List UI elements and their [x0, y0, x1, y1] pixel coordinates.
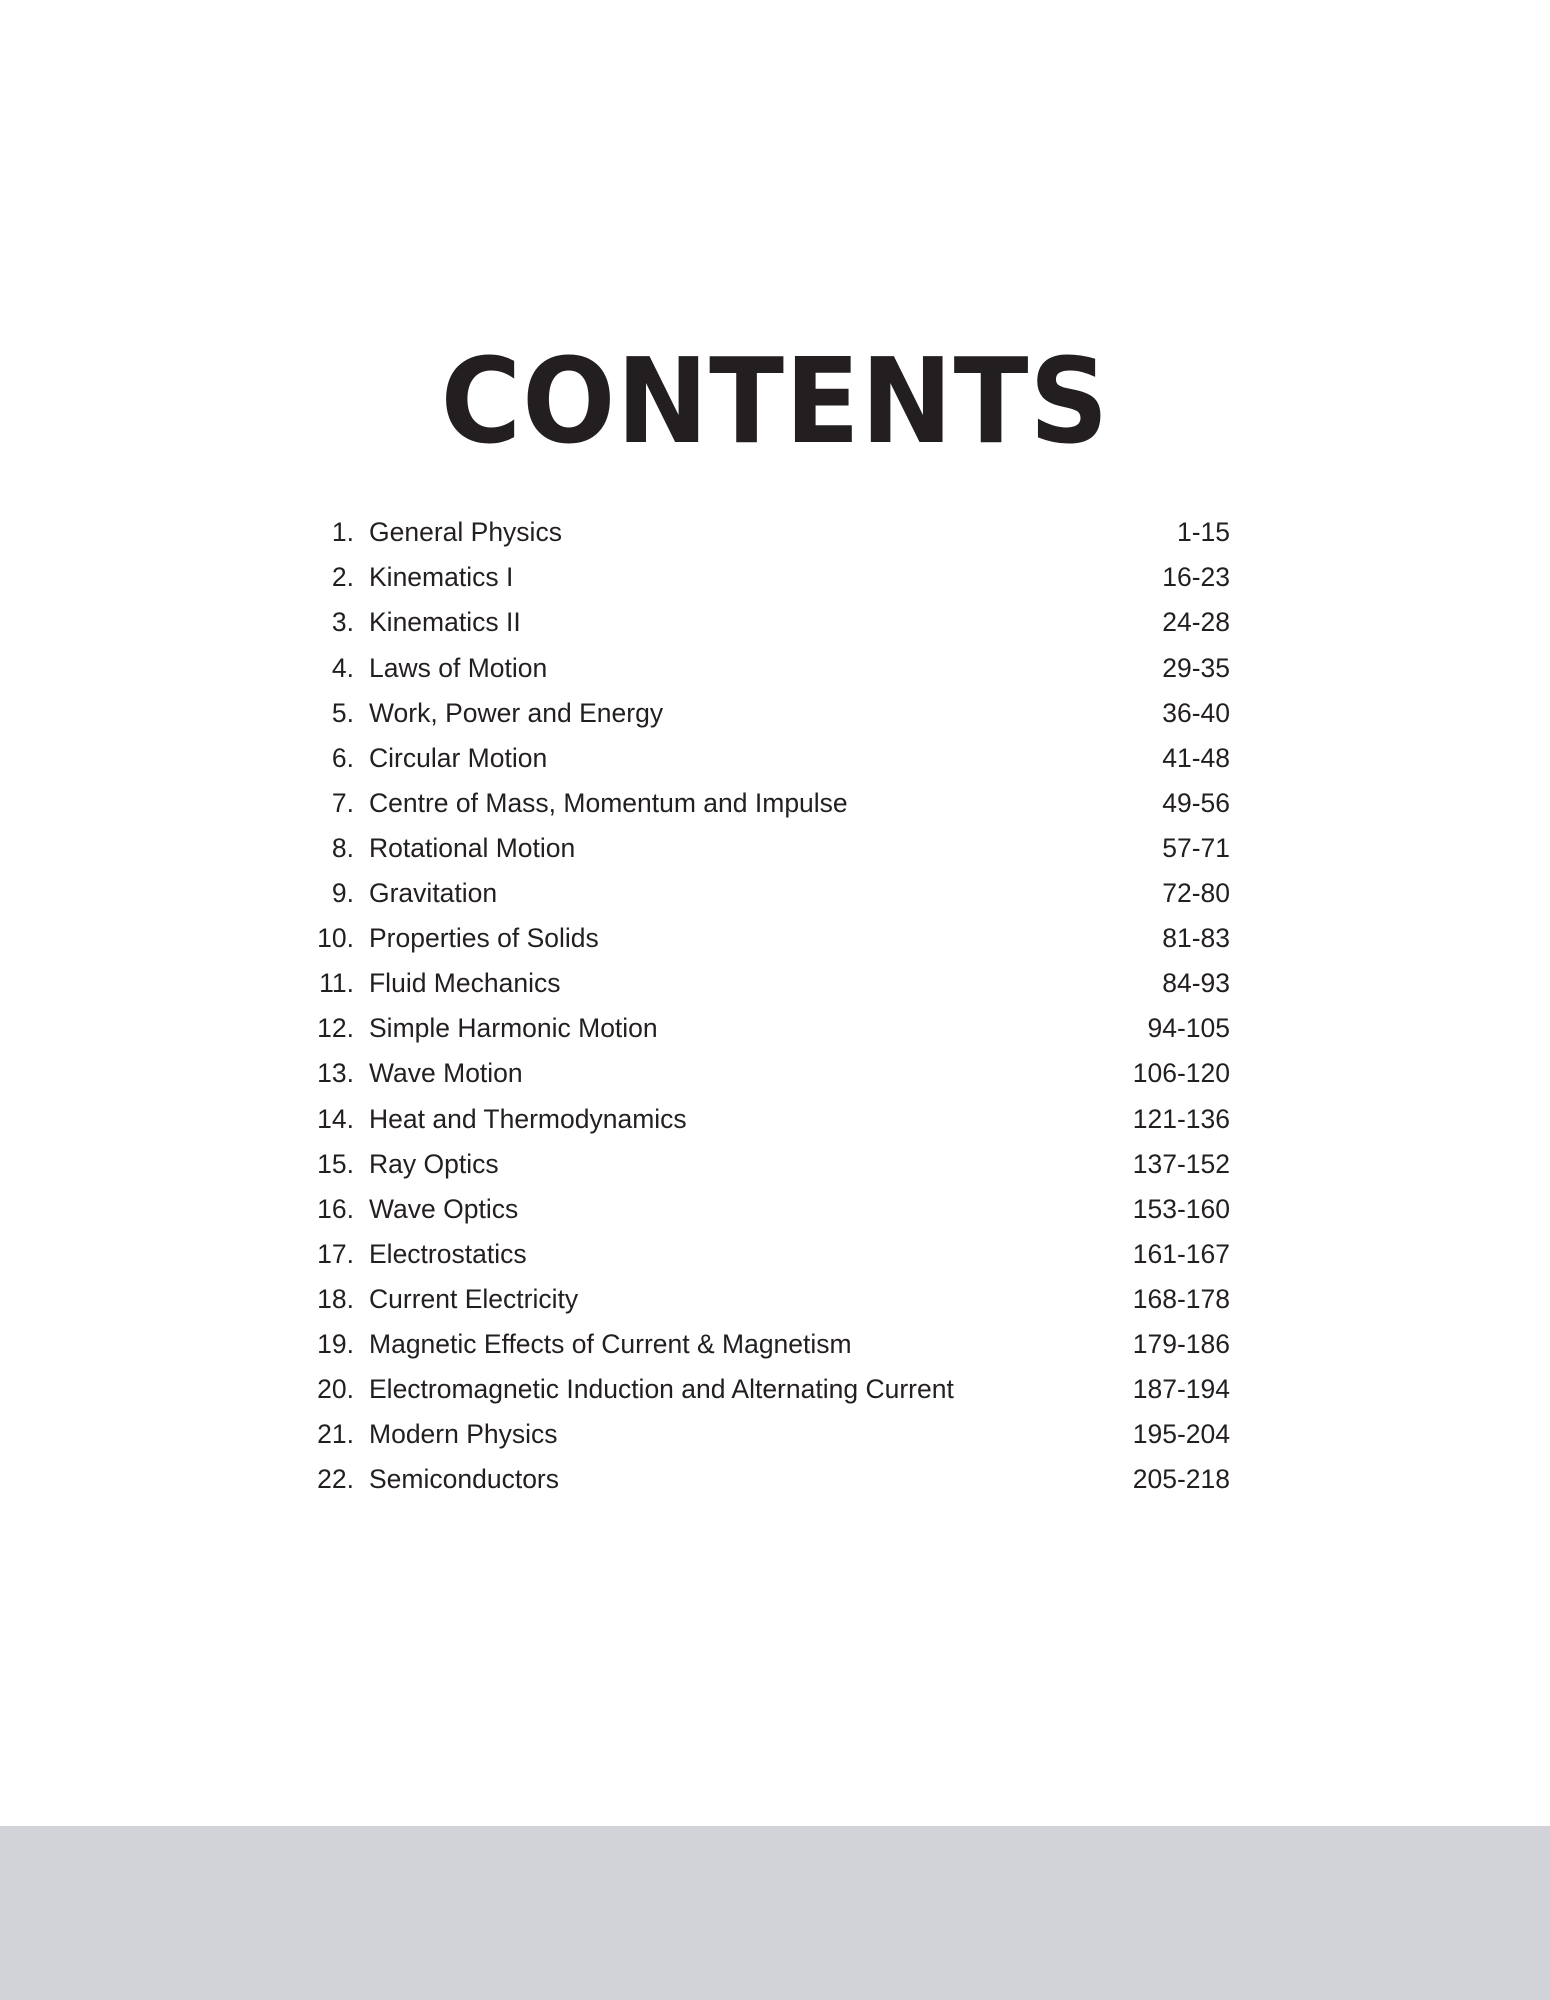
toc-entry-7 [300, 781, 1230, 826]
chapter-number: 15. [317, 1148, 354, 1179]
chapter-title: Simple Harmonic Motion [369, 1013, 658, 1044]
page-range: 187-194 [1132, 1374, 1230, 1405]
toc-entry-16 [300, 1186, 1230, 1231]
toc-entry-5 [300, 690, 1230, 735]
page-title: CONTENTS [440, 332, 1110, 470]
toc-entry-14 [300, 1096, 1230, 1141]
page-range: 179-186 [1132, 1328, 1230, 1359]
chapter-number: 10. [317, 923, 354, 954]
chapter-number: 5. [331, 697, 354, 728]
toc-entry-9 [300, 871, 1230, 916]
footer-band [0, 1826, 1550, 2000]
chapter-number: 7. [331, 787, 354, 818]
chapter-number: 12. [317, 1013, 354, 1044]
toc-entry-1 [300, 510, 1230, 555]
chapter-title: Modern Physics [369, 1419, 558, 1450]
toc-entry-10 [300, 916, 1230, 961]
chapter-number: 18. [317, 1283, 354, 1314]
toc-entry-13 [300, 1051, 1230, 1096]
page-range: 94-105 [1147, 1013, 1230, 1044]
chapter-number: 1. [331, 517, 354, 548]
page-range: 41-48 [1162, 742, 1230, 773]
chapter-title: Centre of Mass, Momentum and Impulse [369, 787, 848, 818]
page-range: 81-83 [1162, 923, 1230, 954]
page-range: 36-40 [1162, 697, 1230, 728]
page-range: 57-71 [1162, 832, 1230, 863]
chapter-title: Electrostatics [369, 1238, 527, 1269]
chapter-title: Fluid Mechanics [369, 968, 561, 999]
page-range: 1-15 [1176, 517, 1230, 548]
page-range: 72-80 [1162, 878, 1230, 909]
page-range: 161-167 [1132, 1238, 1230, 1269]
chapter-title: Heat and Thermodynamics [369, 1103, 687, 1134]
chapter-number: 21. [317, 1419, 354, 1450]
chapter-number: 6. [331, 742, 354, 773]
chapter-title: General Physics [369, 517, 562, 548]
chapter-number: 11. [319, 968, 354, 999]
chapter-number: 19. [317, 1328, 354, 1359]
chapter-title: Work, Power and Energy [369, 697, 664, 728]
chapter-title: Wave Motion [369, 1058, 523, 1089]
chapter-title: Circular Motion [369, 742, 548, 773]
table-of-contents [300, 510, 1230, 1502]
chapter-title: Properties of Solids [369, 923, 599, 954]
page-range: 168-178 [1132, 1283, 1230, 1314]
chapter-title: Wave Optics [369, 1193, 519, 1224]
chapter-title: Laws of Motion [369, 652, 548, 683]
page-range: 205-218 [1132, 1464, 1230, 1495]
toc-entry-19 [300, 1322, 1230, 1367]
chapter-title: Magnetic Effects of Current & Magnetism [369, 1328, 852, 1359]
chapter-number: 16. [317, 1193, 354, 1224]
toc-entry-12 [300, 1006, 1230, 1051]
chapter-title: Ray Optics [369, 1148, 499, 1179]
chapter-number: 4. [331, 652, 354, 683]
chapter-title: Electromagnetic Induction and Alternating Current [369, 1374, 954, 1405]
toc-entry-3 [300, 600, 1230, 645]
chapter-number: 2. [331, 562, 354, 593]
chapter-number: 14. [317, 1103, 354, 1134]
page-range: 153-160 [1132, 1193, 1230, 1224]
chapter-number: 20. [317, 1374, 354, 1405]
chapter-number: 8. [331, 832, 354, 863]
toc-entry-8 [300, 826, 1230, 871]
page-range: 16-23 [1162, 562, 1230, 593]
toc-entry-15 [300, 1141, 1230, 1186]
toc-entry-4 [300, 645, 1230, 690]
toc-entry-22 [300, 1457, 1230, 1502]
page-range: 195-204 [1132, 1419, 1230, 1450]
chapter-number: 22. [317, 1464, 354, 1495]
toc-entry-21 [300, 1412, 1230, 1457]
chapter-title: Kinematics II [369, 607, 521, 638]
chapter-title: Rotational Motion [369, 832, 576, 863]
page-range: 29-35 [1162, 652, 1230, 683]
page-range: 24-28 [1162, 607, 1230, 638]
chapter-number: 3. [331, 607, 354, 638]
chapter-title: Current Electricity [369, 1283, 579, 1314]
chapter-number: 9. [331, 878, 354, 909]
chapter-title: Kinematics I [369, 562, 514, 593]
toc-entry-2 [300, 555, 1230, 600]
page-range: 121-136 [1132, 1103, 1230, 1134]
chapter-title: Gravitation [369, 878, 498, 909]
chapter-number: 13. [317, 1058, 354, 1089]
chapter-number: 17. [317, 1238, 354, 1269]
toc-entry-17 [300, 1232, 1230, 1277]
toc-entry-20 [300, 1367, 1230, 1412]
toc-entry-6 [300, 735, 1230, 780]
page-range: 49-56 [1162, 787, 1230, 818]
toc-entry-18 [300, 1277, 1230, 1322]
toc-entry-11 [300, 961, 1230, 1006]
chapter-title: Semiconductors [369, 1464, 560, 1495]
page-range: 106-120 [1132, 1058, 1230, 1089]
page-range: 137-152 [1132, 1148, 1230, 1179]
page-range: 84-93 [1162, 968, 1230, 999]
